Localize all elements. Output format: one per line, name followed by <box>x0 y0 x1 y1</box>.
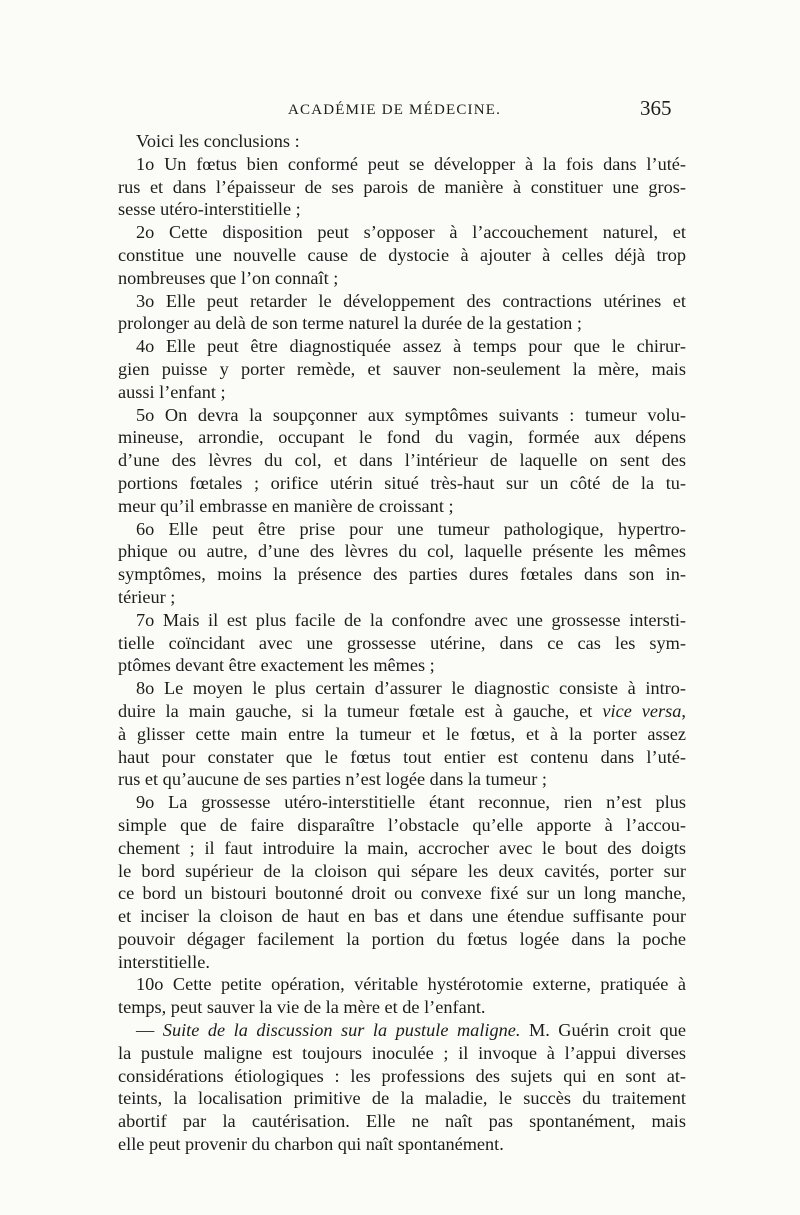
text-line: 6o Elle peut être prise pour une tumeur pathologique, hypertro- <box>136 518 686 539</box>
body-text <box>118 130 686 1156</box>
text-line: 7o Mais il est plus facile de la confondre avec une grossesse intersti- <box>136 609 686 630</box>
text-line: phique ou autre, d’une des lèvres du col, laquelle présente les mêmes <box>118 541 686 562</box>
text-line: prolonger au delà de son terme naturel la durée de la gestation ; <box>118 313 582 334</box>
text-line: rus et qu’aucune de ses parties n’est logée dans la tumeur ; <box>118 769 547 790</box>
text-line: 3o Elle peut retarder le développement des contractions utérines et <box>136 290 686 311</box>
page-header <box>0 96 800 126</box>
text-line: abortif par la cautérisation. Elle ne naît pas spontanément, mais <box>118 1111 686 1132</box>
text-line: symptômes, moins la présence des parties dures fœtales dans son in- <box>118 564 686 585</box>
text-line: tielle coïncidant avec une grossesse utérine, dans ce cas les sym- <box>118 632 686 653</box>
text-line: 4o Elle peut être diagnostiquée assez à temps pour que le chirur- <box>136 336 686 357</box>
text-line: aussi l’enfant ; <box>118 381 226 402</box>
text-line: 9o La grossesse utéro-interstitielle étant reconnue, rien n’est plus <box>136 792 686 813</box>
text-line: d’une des lèvres du col, et dans l’intérieur de laquelle on sent des <box>118 450 686 471</box>
text-line: 2o Cette disposition peut s’opposer à l’accouchement naturel, et <box>136 222 686 243</box>
text-line: 1o Un fœtus bien conformé peut se développer à la fois dans l’uté- <box>136 153 686 174</box>
text-line: simple que de faire disparaître l’obstacle qu’elle apporte à l’accou- <box>118 814 686 835</box>
text-line: térieur ; <box>118 586 176 607</box>
text-line: rus et dans l’épaisseur de ses parois de manière à constituer une gros- <box>118 176 686 197</box>
text-line: et inciser la cloison de haut en bas et dans une étendue suffisante pour <box>118 906 686 927</box>
text-line: gien puisse y porter remède, et sauver non-seulement la mère, mais <box>118 358 686 379</box>
italic-text: vice versa <box>602 700 682 721</box>
text-line: chement ; il faut introduire la main, accrocher avec le bout des doigts <box>118 837 686 858</box>
text-line: haut pour constater que le fœtus tout entier est contenu dans l’uté- <box>118 746 686 767</box>
running-title: ACADÉMIE DE MÉDECINE. <box>288 102 502 118</box>
text-line: ce bord un bistouri boutonné droit ou convexe fixé sur un long manche, <box>118 883 686 904</box>
italic-text: Suite de la discussion sur la pustule maligne. <box>162 1020 521 1041</box>
text-line: teints, la localisation primitive de la maladie, le succès du traitement <box>118 1088 686 1109</box>
text-line: nombreuses que l’on connaît ; <box>118 267 339 288</box>
text-line: la pustule maligne est toujours inoculée ; il invoque à l’appui diverses <box>118 1042 686 1063</box>
text-line: sesse utéro-interstitielle ; <box>118 199 301 220</box>
text-line: le bord supérieur de la cloison qui sépare les deux cavités, porter sur <box>118 860 686 881</box>
text-line: 10o Cette petite opération, véritable hystérotomie externe, pratiquée à <box>136 974 686 995</box>
text-line: meur qu’il embrasse en manière de croissant ; <box>118 495 454 516</box>
text-line: mineuse, arrondie, occupant le fond du vagin, formée aux dépens <box>118 427 686 448</box>
text-line: pouvoir dégager facilement la portion du fœtus logée dans la poche <box>118 928 686 949</box>
text-line: 5o On devra la soupçonner aux symptômes suivants : tumeur volu- <box>136 404 686 425</box>
text-line: — Suite de la discussion sur la pustule maligne. M. Guérin croit que <box>136 1020 686 1041</box>
text-line: considérations étiologiques : les professions des sujets qui en sont at- <box>118 1065 686 1086</box>
text-line: interstitielle. <box>118 951 210 972</box>
page-number: 365 <box>640 96 672 120</box>
text-line: ptômes devant être exactement les mêmes ; <box>118 655 435 676</box>
text-line: duire la main gauche, si la tumeur fœtale est à gauche, et vice versa, <box>118 700 686 721</box>
text-line: constitue une nouvelle cause de dystocie à ajouter à celles déjà trop <box>118 244 686 265</box>
text-line: portions fœtales ; orifice utérin situé très-haut sur un côté de la tu- <box>118 472 686 493</box>
text-line: à glisser cette main entre la tumeur et le fœtus, et à la porter assez <box>118 723 686 744</box>
text-line: elle peut provenir du charbon qui naît spontanément. <box>118 1134 504 1155</box>
text-line: Voici les conclusions : <box>136 131 300 151</box>
text-line: 8o Le moyen le plus certain d’assurer le diagnostic consiste à intro- <box>136 678 686 699</box>
text-line: temps, peut sauver la vie de la mère et de l’enfant. <box>118 997 486 1018</box>
